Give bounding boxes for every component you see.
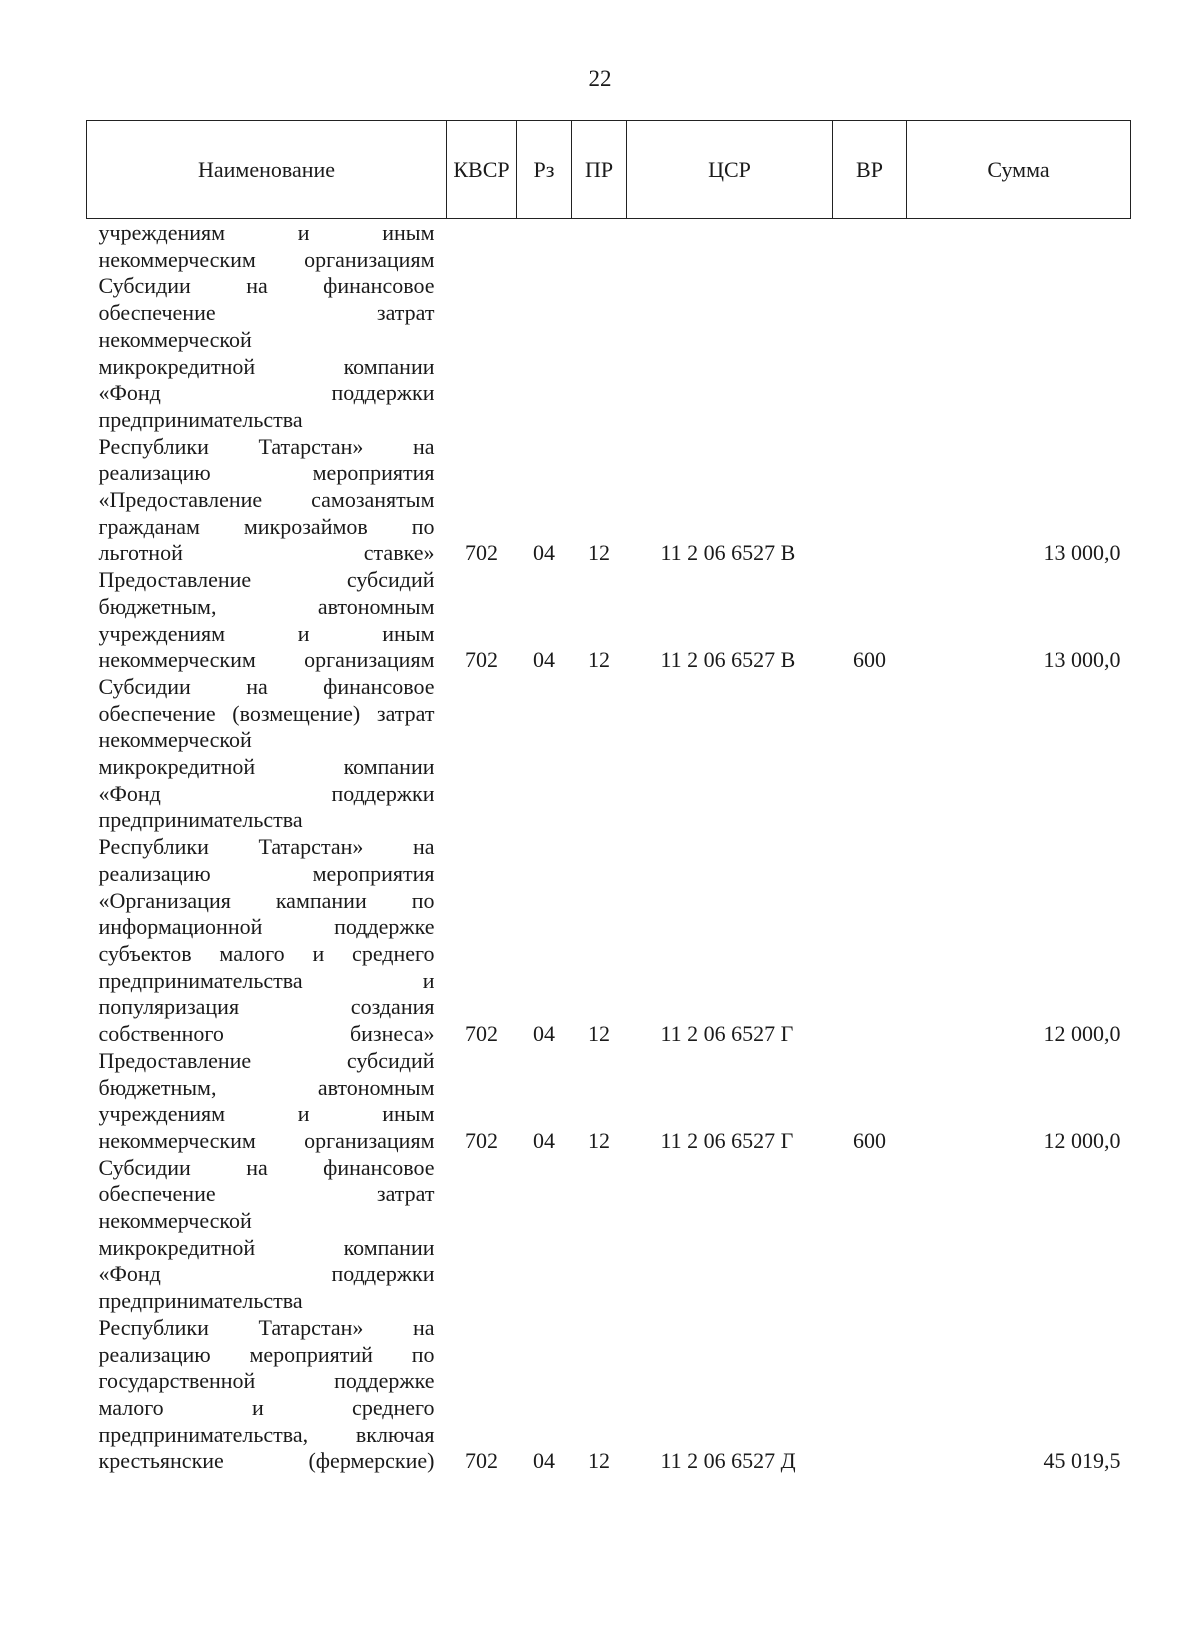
row-name-line: «Фонд поддержки [98, 1261, 435, 1287]
row-name-line: учреждениям и иным [98, 1101, 435, 1127]
row-name [87, 1155, 447, 1475]
header-rz: Рз [517, 121, 572, 219]
row-rz: 04 [533, 1127, 555, 1153]
row-sum: 13 000,0 [1043, 540, 1121, 566]
table-row [87, 273, 1131, 567]
row-sum: 13 000,0 [1043, 647, 1121, 673]
row-kvsr: 702 [465, 1021, 498, 1047]
row-name-line: реализацию мероприятия [98, 460, 435, 486]
row-name-line: некоммерческой [98, 1208, 252, 1234]
table-row [87, 567, 1131, 674]
row-name-line: некоммерческой [98, 326, 252, 352]
row-csr: 11 2 06 6527 Г [660, 1127, 794, 1153]
row-name-line: некоммерческой [98, 727, 252, 753]
row-name-line: учреждениям и иным [98, 220, 435, 245]
row-name-line: обеспечение (возмещение) затрат [98, 700, 435, 726]
row-name-line: микрокредитной компании [98, 754, 435, 780]
row-name-line: «Организация кампании по [98, 887, 435, 913]
row-sum [907, 219, 1131, 274]
page-number: 22 [588, 66, 612, 91]
row-rz: 04 [533, 540, 555, 566]
row-name-line: малого и среднего [98, 1394, 435, 1420]
row-name-line: обеспечение затрат [98, 1181, 435, 1207]
row-name-line: бюджетным, автономным [98, 1074, 435, 1100]
row-name-line: микрокредитной компании [98, 353, 435, 379]
row-pr: 12 [588, 540, 610, 566]
table-body [87, 219, 1131, 1476]
header-csr: ЦСР [627, 121, 833, 219]
row-vr: 600 [853, 647, 886, 673]
row-name-line: гражданам микрозаймов по [98, 513, 435, 539]
header-name: Наименование [87, 121, 447, 219]
row-vr [833, 674, 907, 1048]
row-name [87, 1048, 447, 1155]
row-pr: 12 [588, 1021, 610, 1047]
row-vr: 600 [853, 1127, 886, 1153]
row-name-line: предпринимательства, включая [98, 1421, 435, 1447]
row-name-line: микрокредитной компании [98, 1234, 435, 1260]
row-kvsr: 702 [465, 1127, 498, 1153]
row-name-line: «Фонд поддержки [98, 380, 435, 406]
row-pr: 12 [588, 647, 610, 673]
row-name-line: государственной поддержке [98, 1368, 435, 1394]
row-name [87, 674, 447, 1048]
budget-table [86, 120, 1131, 1475]
row-kvsr: 702 [465, 647, 498, 673]
row-name [87, 219, 447, 274]
row-sum: 12 000,0 [1043, 1021, 1121, 1047]
row-name-line: Субсидии на финансовое [98, 1154, 435, 1180]
table-row [87, 1155, 1131, 1475]
row-rz: 04 [533, 647, 555, 673]
row-name-line: собственного бизнеса» [98, 1021, 435, 1047]
table-row [87, 1048, 1131, 1155]
row-kvsr [447, 219, 517, 274]
row-rz: 04 [533, 1448, 555, 1474]
row-name-line: Предоставление субсидий [98, 1047, 435, 1073]
row-name-line: предпринимательства [98, 1288, 303, 1314]
row-csr: 11 2 06 6527 Г [660, 1021, 794, 1047]
table-row [87, 674, 1131, 1048]
row-name-line: Предоставление субсидий [98, 567, 435, 593]
row-name [87, 273, 447, 567]
header-pr: ПР [572, 121, 627, 219]
row-name-line: «Фонд поддержки [98, 780, 435, 806]
row-name-line: Республики Татарстан» на [98, 433, 435, 459]
row-name-line: реализацию мероприятий по [98, 1341, 435, 1367]
row-vr [833, 219, 907, 274]
row-name-line: обеспечение затрат [98, 300, 435, 326]
row-name-line: некоммерческим организациям [98, 1127, 435, 1153]
header-sum: Сумма [907, 121, 1131, 219]
row-name-line: реализацию мероприятия [98, 860, 435, 886]
row-name-line: льготной ставке» [98, 540, 435, 566]
row-vr [833, 1155, 907, 1475]
table-row [87, 219, 1131, 274]
row-pr: 12 [588, 1127, 610, 1153]
row-name-line: крестьянские (фермерские) [98, 1448, 435, 1474]
row-rz: 04 [533, 1021, 555, 1047]
row-csr: 11 2 06 6527 Д [660, 1448, 796, 1474]
row-sum: 12 000,0 [1043, 1127, 1121, 1153]
row-name-line: информационной поддержке [98, 914, 435, 940]
row-name-line: некоммерческим организациям [98, 647, 435, 673]
row-kvsr: 702 [465, 1448, 498, 1474]
row-name-line: Республики Татарстан» на [98, 1314, 435, 1340]
row-name-line: Республики Татарстан» на [98, 834, 435, 860]
row-pr [572, 219, 627, 274]
row-csr [627, 219, 833, 274]
row-name-line: субъектов малого и среднего [98, 940, 435, 966]
row-name-line: Субсидии на финансовое [98, 273, 435, 299]
row-name-line: популяризация создания [98, 994, 435, 1020]
row-name-line: предпринимательства и [98, 967, 435, 993]
row-kvsr: 702 [465, 540, 498, 566]
row-name-line: некоммерческим организациям [98, 246, 435, 272]
row-rz [517, 219, 572, 274]
table-header [87, 121, 1131, 219]
row-vr [833, 273, 907, 567]
row-name-line: предпринимательства [98, 807, 303, 833]
row-name-line: «Предоставление самозанятым [98, 487, 435, 513]
row-csr: 11 2 06 6527 В [660, 647, 796, 673]
header-kvsr: КВСР [447, 121, 517, 219]
row-sum: 45 019,5 [1043, 1448, 1121, 1474]
row-name [87, 567, 447, 674]
row-name-line: предпринимательства [98, 406, 303, 432]
row-pr: 12 [588, 1448, 610, 1474]
header-vr: ВР [833, 121, 907, 219]
row-name-line: учреждениям и иным [98, 620, 435, 646]
row-name-line: бюджетным, автономным [98, 593, 435, 619]
row-name-line: Субсидии на финансовое [98, 673, 435, 699]
row-csr: 11 2 06 6527 В [660, 540, 796, 566]
